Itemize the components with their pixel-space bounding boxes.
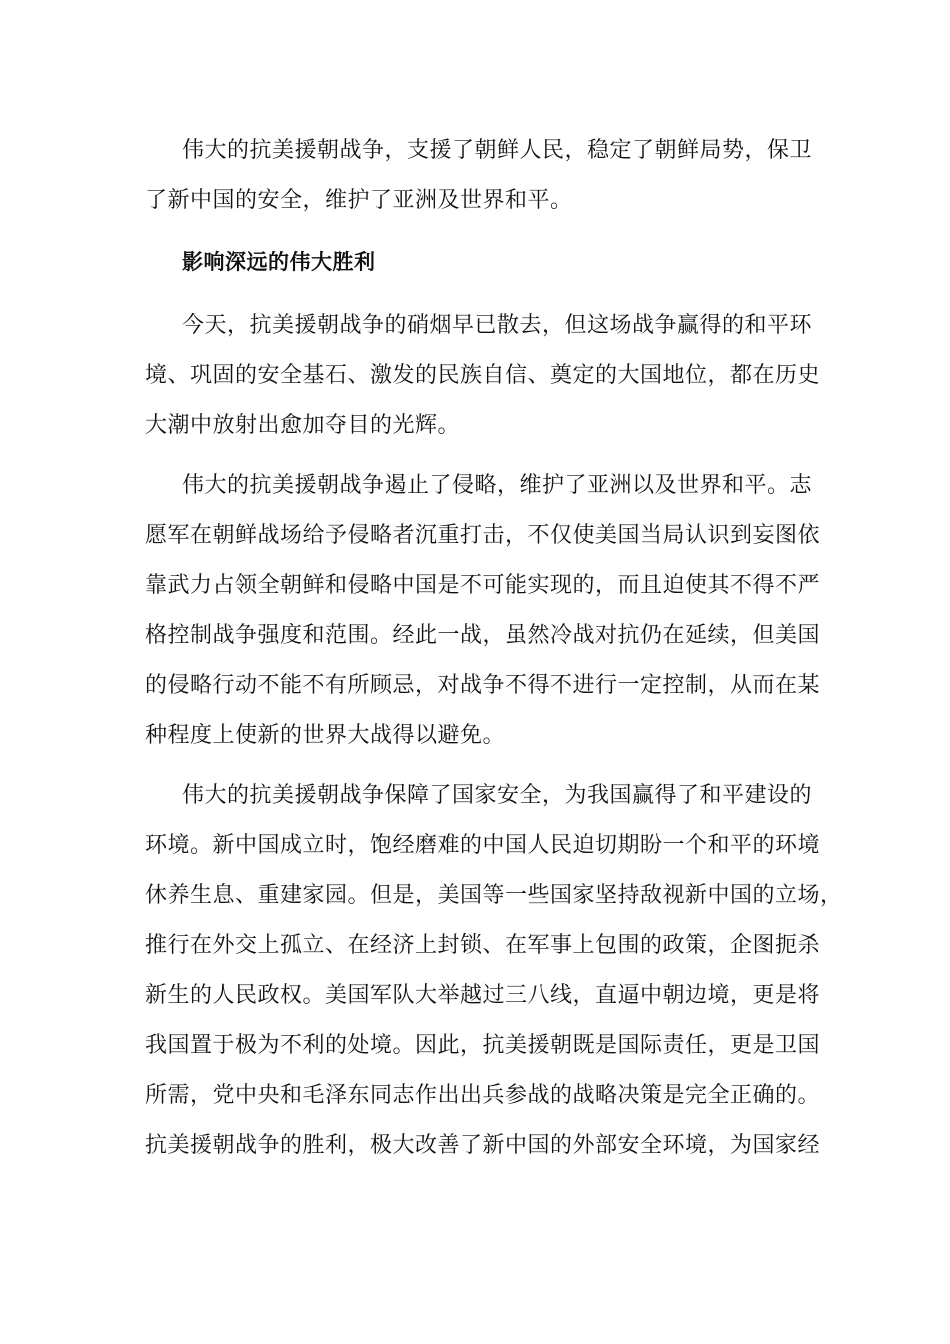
paragraph-line: 格控制战争强度和范围。经此一战，虽然冷战对抗仍在延续，但美国 bbox=[145, 623, 821, 648]
paragraph-line: 种程度上使新的世界大战得以避免。 bbox=[145, 723, 506, 748]
paragraph-line: 环境。新中国成立时，饱经磨难的中国人民迫切期盼一个和平的环境 bbox=[145, 833, 821, 858]
paragraph-line: 愿军在朝鲜战场给予侵略者沉重打击，不仅使美国当局认识到妄图依 bbox=[145, 523, 821, 548]
paragraph-line: 推行在外交上孤立、在经济上封锁、在军事上包围的政策，企图扼杀 bbox=[145, 933, 821, 958]
paragraph-line: 境、巩固的安全基石、激发的民族自信、奠定的大国地位，都在历史 bbox=[145, 363, 821, 388]
paragraph-line: 伟大的抗美援朝战争，支援了朝鲜人民，稳定了朝鲜局势，保卫 bbox=[182, 138, 813, 163]
paragraph-line: 新生的人民政权。美国军队大举越过三八线，直逼中朝边境，更是将 bbox=[145, 983, 821, 1008]
paragraph-line: 的侵略行动不能不有所顾忌，对战争不得不进行一定控制，从而在某 bbox=[145, 673, 821, 698]
paragraph-line: 今天，抗美援朝战争的硝烟早已散去，但这场战争赢得的和平环 bbox=[182, 313, 813, 338]
paragraph-line: 伟大的抗美援朝战争遏止了侵略，维护了亚洲以及世界和平。志 bbox=[182, 473, 813, 498]
paragraph-line: 伟大的抗美援朝战争保障了国家安全，为我国赢得了和平建设的 bbox=[182, 783, 813, 808]
paragraph-line: 了新中国的安全，维护了亚洲及世界和平。 bbox=[145, 188, 573, 213]
paragraph-line: 抗美援朝战争的胜利，极大改善了新中国的外部安全环境，为国家经 bbox=[145, 1133, 821, 1158]
paragraph-line: 我国置于极为不利的处境。因此，抗美援朝既是国际责任，更是卫国 bbox=[145, 1033, 821, 1058]
paragraph-line: 靠武力占领全朝鲜和侵略中国是不可能实现的，而且迫使其不得不严 bbox=[145, 573, 821, 598]
paragraph-line: 所需，党中央和毛泽东同志作出出兵参战的战略决策是完全正确的。 bbox=[145, 1083, 821, 1108]
paragraph-line: 大潮中放射出愈加夺目的光辉。 bbox=[145, 413, 461, 438]
paragraph-line: 休养生息、重建家园。但是，美国等一些国家坚持敌视新中国的立场， bbox=[145, 883, 843, 908]
section-heading-text: 影响深远的伟大胜利 bbox=[182, 250, 376, 274]
